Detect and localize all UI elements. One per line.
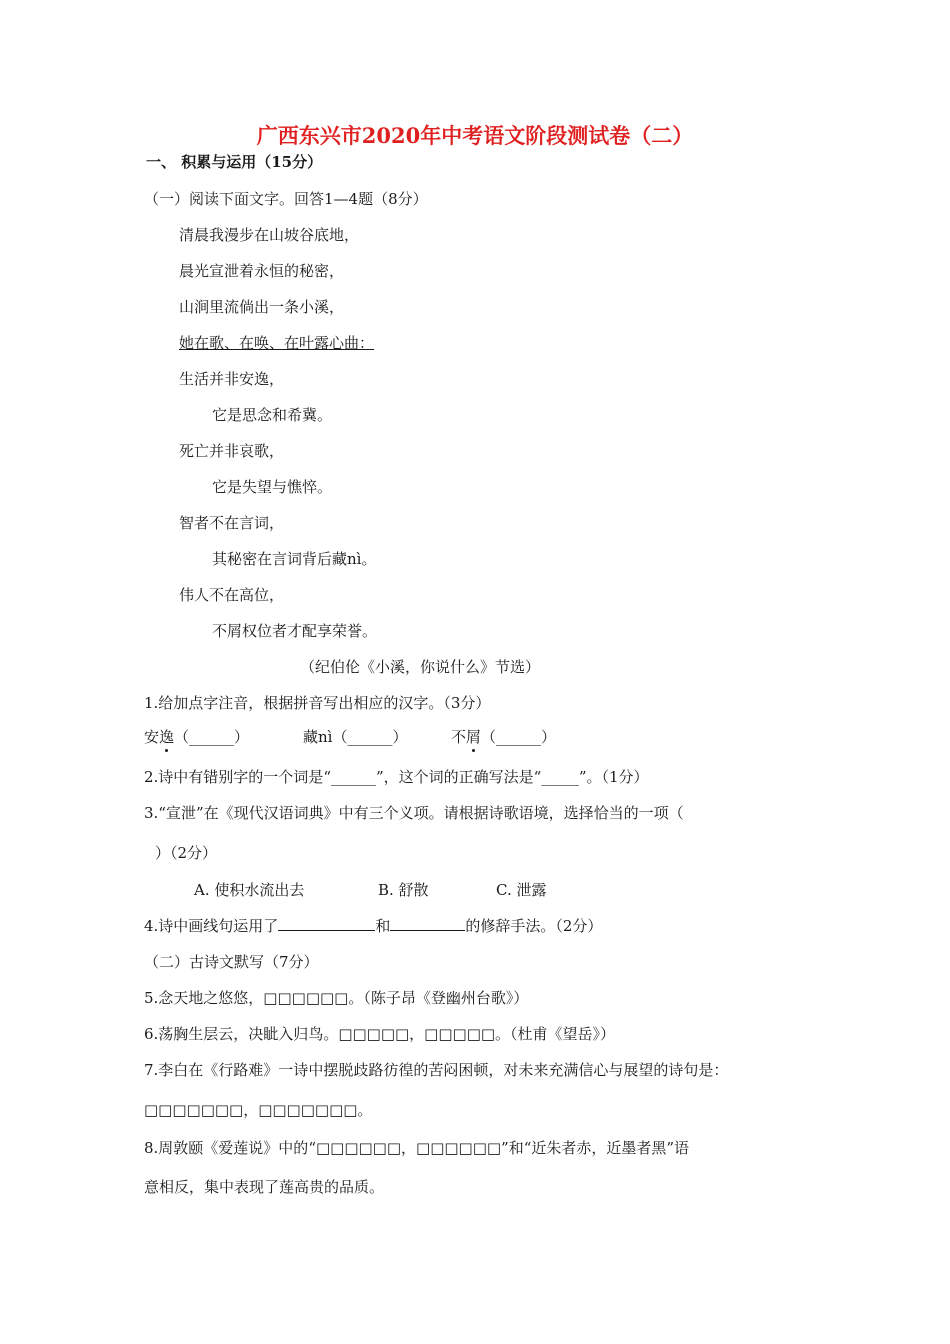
poem-line: 生活并非安逸， — [179, 370, 285, 388]
q1-item-1 — [144, 727, 249, 747]
poem-line: 死亡并非哀歌， — [179, 442, 285, 460]
question-3: 3.“宣泄”在《现代汉语词典》中有三个义项。请根据诗歌语境，选择恰当的一项（ — [144, 804, 684, 822]
question-8-cont: 意相反，集中表现了莲高贵的品质。 — [144, 1178, 385, 1196]
q1-item-text: 不 — [451, 728, 467, 746]
dotted-char: 逸 — [159, 728, 175, 746]
poem-line: 清晨我漫步在山坡谷底地， — [179, 226, 360, 244]
dotted-char: 屑 — [466, 728, 482, 746]
poem-line: 它是思念和希冀。 — [212, 406, 333, 424]
poem-line: 伟人不在高位， — [179, 586, 285, 604]
question-2: 2.诗中有错别字的一个词是“______”，这个词的正确写法是“_____”。（1分） — [144, 768, 649, 786]
part-heading: （二）古诗文默写（7分） — [144, 953, 319, 971]
option-a[interactable]: A. 使积水流出去 — [194, 881, 305, 899]
question-7: 7.李白在《行路难》一诗中摆脱歧路彷徨的苦闷困顿，对未来充满信心与展望的诗句是： — [144, 1061, 729, 1079]
answer-blank[interactable] — [278, 916, 375, 931]
question-1: 1.给加点字注音，根据拼音写出相应的汉字。（3分） — [144, 694, 491, 712]
poem-line: 不屑权位者才配享荣誉。 — [212, 622, 378, 640]
option-b[interactable]: B. 舒散 — [378, 881, 429, 899]
answer-blank[interactable]: （______） — [481, 728, 557, 746]
section-heading: 一、 积累与运用（15分） — [146, 153, 323, 171]
answer-blank[interactable]: （______） — [332, 728, 408, 746]
q1-item-text: 藏nì — [303, 728, 333, 746]
answer-blank[interactable] — [390, 916, 465, 931]
poem-line: 晨光宣泄着永恒的秘密， — [179, 262, 345, 280]
q4-text: 4.诗中画线句运用了 — [144, 917, 279, 935]
q4-text: 和 — [375, 917, 391, 935]
question-6: 6.荡胸生层云，决眦入归鸟。□□□□□，□□□□□。（杜甫《望岳》） — [144, 1025, 616, 1043]
poem-line: 它是失望与憔悴。 — [212, 478, 333, 496]
q4-text: 的修辞手法。（2分） — [465, 917, 603, 935]
poem-line: 山涧里流倘出一条小溪， — [179, 298, 345, 316]
question-5: 5.念天地之悠悠，□□□□□□。（陈子昂《登幽州台歌》） — [144, 989, 529, 1007]
poem-line-underlined: 她在歌、在唤、在叶露心曲： — [179, 334, 375, 352]
q1-item-3 — [451, 727, 556, 747]
question-3-cont: ）（2分） — [155, 844, 218, 862]
q1-item-2 — [303, 727, 407, 747]
poem-line: 其秘密在言词背后藏nì。 — [212, 550, 377, 568]
answer-blank[interactable]: （______） — [174, 728, 250, 746]
poem-source: （纪伯伦《小溪，你说什么》节选） — [300, 658, 541, 676]
poem-line: 智者不在言词， — [179, 514, 285, 532]
question-8: 8.周敦颐《爱莲说》中的“□□□□□□，□□□□□□”和“近朱者赤，近墨者黑”语 — [144, 1139, 690, 1157]
q1-item-text: 安 — [144, 728, 160, 746]
option-c[interactable]: C. 泄露 — [496, 881, 547, 899]
page-title: 广西东兴市2020年中考语文阶段测试卷（二） — [256, 123, 694, 148]
part-heading: （一）阅读下面文字。回答1—4题（8分） — [144, 190, 428, 208]
question-4 — [144, 916, 602, 936]
question-7-cont: □□□□□□□，□□□□□□□。 — [144, 1101, 373, 1119]
